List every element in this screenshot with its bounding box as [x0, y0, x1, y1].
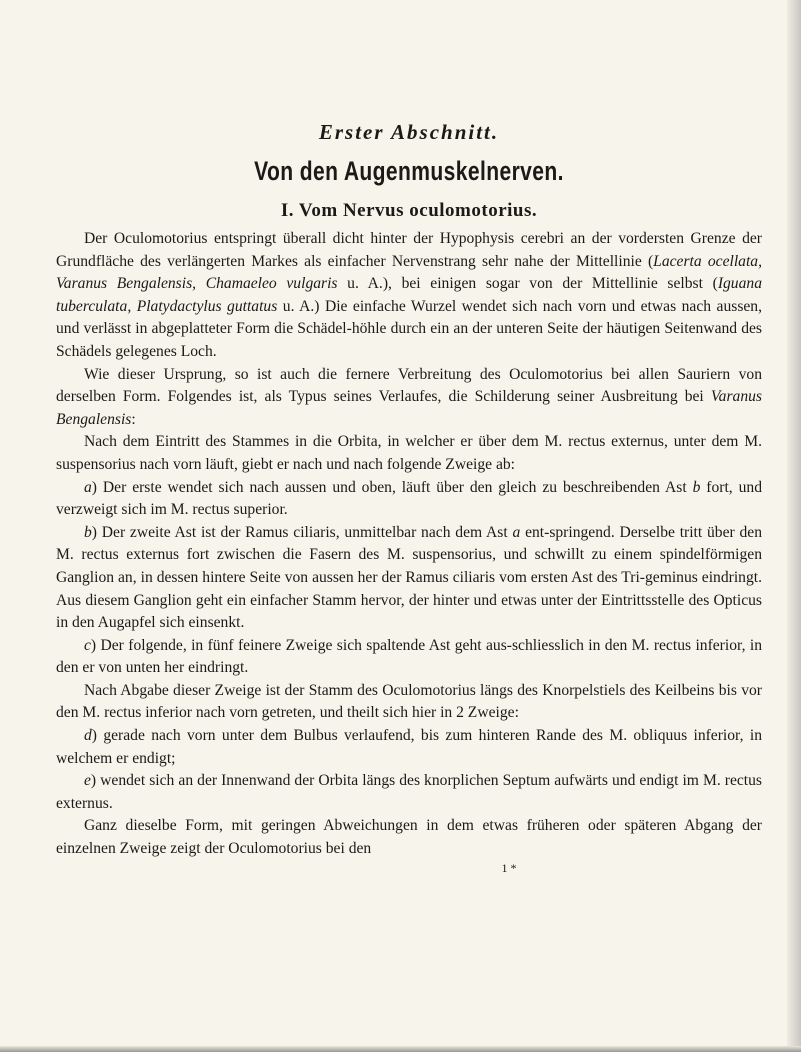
italic-term: Lacerta ocellata, Varanus Bengalensis, Chamaeleo vulgaris [56, 252, 762, 293]
italic-term: Varanus Bengalensis [56, 388, 762, 428]
italic-term: b [84, 523, 92, 541]
paragraph: Wie dieser Ursprung, so ist auch die fernere Verbreitung des Oculomotorius bei allen Sauriern von derselben Form. Folgendes ist, als Typus seines Verlaufes, die Schilderung seiner Ausbreitung bei Varanus Bengalensis: [56, 365, 762, 428]
chapter-title: Von den Augenmuskelnerven. [254, 156, 564, 186]
paragraph: Ganz dieselbe Form, mit geringen Abweichungen in dem etwas früheren oder späteren Abgang der einzelnen Zweige zeigt der Oculomotorius bei den [56, 817, 762, 858]
italic-term: e [84, 772, 91, 790]
paragraph: d) gerade nach vorn unter dem Bulbus verlaufend, bis zum hinteren Rande des M. obliquus inferior, in welchem er endigt; [56, 727, 762, 767]
page-bottom-edge [0, 1046, 801, 1052]
subsection-title: I. Vom Nervus oculomotorius. [280, 200, 538, 221]
italic-term: Iguana tuberculata, Platydactylus guttatus [56, 275, 762, 315]
page-edge-shadow [787, 0, 801, 1052]
book-page [56, 118, 762, 875]
paragraph: c) Der folgende, in fünf feinere Zweige sich spaltende Ast geht aus-schliesslich in den M. rectus inferior, in den er von unten her eindringt. [56, 636, 762, 677]
paragraph: Nach dem Eintritt des Stammes in die Orbita, in welcher er über dem M. rectus externus, unter dem M. suspensorius nach vorn läuft, giebt er nach und nach folgende Zweige ab: [56, 433, 762, 473]
italic-term: b [692, 478, 701, 496]
paragraph: a) Der erste wendet sich nach aussen und oben, läuft über den gleich zu beschreibenden Ast b fort, und verzweigt sich im M. rectus superior. [56, 478, 762, 519]
italic-term: a [512, 523, 521, 541]
italic-term: c [84, 636, 91, 654]
paragraph: Der Oculomotorius entspringt überall dicht hinter der Hypophysis cerebri an der vordersten Grenze der Grundfläche des verlängerten Markes als einfacher Nervenstrang sehr nahe der Mittellinie (Lacerta ocellata, Varanus Bengalensis, Chamaeleo vulgaris u. A.), bei einigen sogar von der Mittellinie selbst (Iguana tuberculata, Platydactylus guttatus u. A.) Die einfache Wurzel wendet sich nach vorn und etwas nach aussen, und verlässt in abgeplatteter Form die Schädel-höhle durch ein an der unteren Seite der häutigen Seitenwand des Schädels gelegenes Loch. [56, 230, 763, 360]
body-text [56, 228, 762, 861]
italic-term: a [84, 478, 92, 496]
signature-mark: 1 * [501, 860, 517, 875]
italic-term: d [84, 727, 92, 745]
paragraph: e) wendet sich an der Innenwand der Orbita längs des knorplichen Septum aufwärts und endigt im M. rectus externus. [56, 772, 762, 812]
paragraph: b) Der zweite Ast ist der Ramus ciliaris, unmittelbar nach dem Ast a ent-springend. Derselbe tritt über den M. rectus externus fort zwischen die Fasern des M. suspensorius, und schwillt zu einem spindelförmigen Ganglion an, in dessen hintere Seite von aussen her der Ramus ciliaris vom ersten Ast des Tri-geminus eindringt. Aus diesem Ganglion geht ein einfacher Stamm hervor, der hinter und etwas unter der Eintrittsstelle des Opticus in den Augapfel sich einsenkt. [56, 523, 763, 632]
section-heading: Erster Abschnitt. [318, 120, 500, 144]
paragraph: Nach Abgabe dieser Zweige ist der Stamm des Oculomotorius längs des Knorpelstiels des Keilbeins bis vor den M. rectus inferior nach vorn getreten, und theilt sich hier in 2 Zweige: [56, 681, 762, 722]
